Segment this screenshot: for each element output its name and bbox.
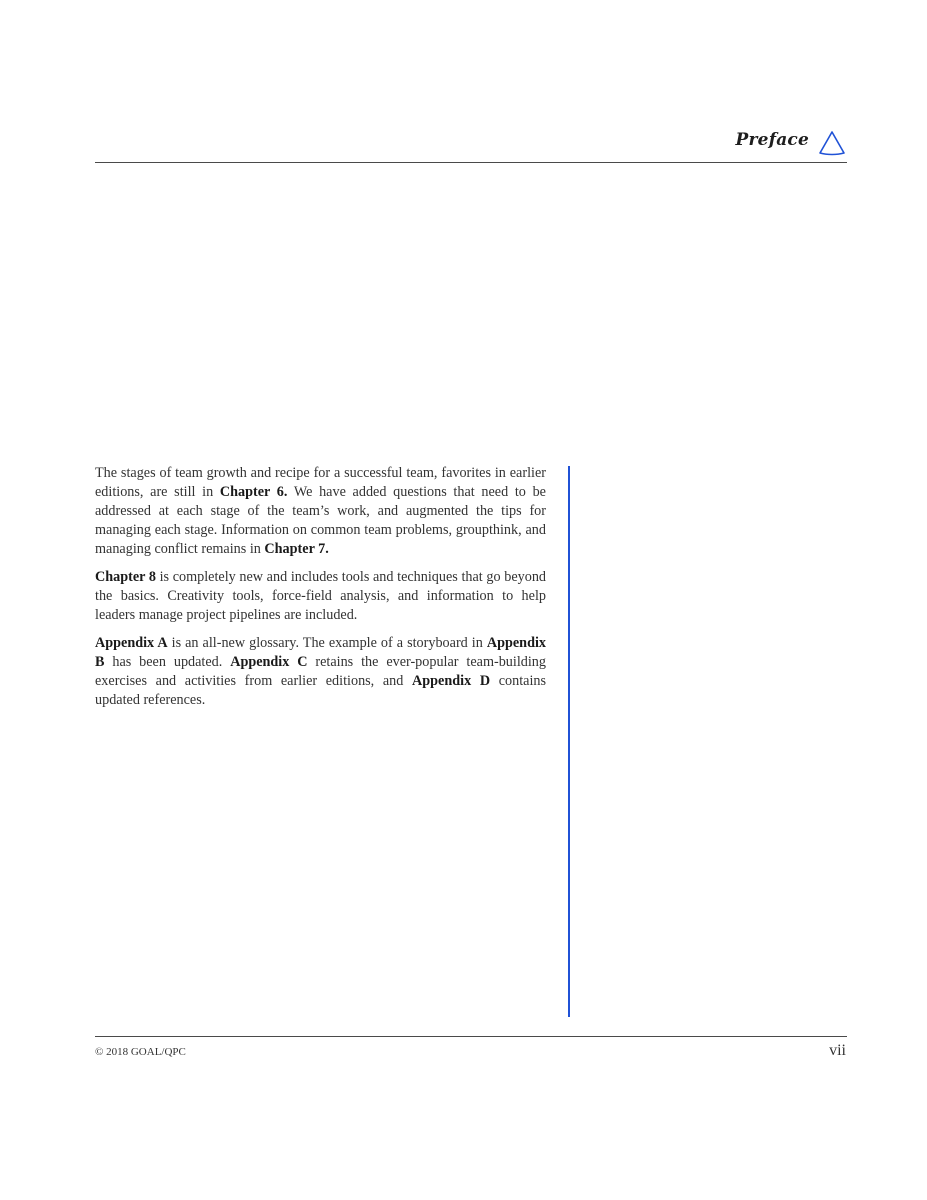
text-run: is an all-new glossary. The example of a storyboard in (167, 635, 487, 651)
triangle-icon (817, 129, 847, 157)
appendix-d-ref: Appendix D (412, 673, 491, 689)
paragraph-chapter-8 (95, 568, 546, 625)
chapter-8-ref: Chapter 8 (95, 569, 156, 585)
text-run: The stages of team growth and recipe for a successful team, favorites in earlier editions, are still in (95, 465, 546, 500)
page-number: vii (829, 1042, 846, 1059)
footer-divider (95, 1036, 847, 1037)
header-divider (95, 162, 847, 163)
paragraph-appendices (95, 634, 546, 710)
appendix-c-ref: Appendix C (230, 654, 308, 670)
page-title: Preface (735, 130, 809, 150)
appendix-a-ref: Appendix A (95, 635, 168, 651)
chapter-7-ref: Chapter 7. (264, 541, 329, 557)
text-run: We have added questions that need to be addressed at each stage of the team’s work, and augmented the tips for managing each stage. Information on common team problems, groupthink, and managing conflict remains in (95, 484, 546, 557)
body-text (95, 464, 546, 719)
paragraph-chapters-6-7 (95, 464, 546, 559)
text-run: is completely new and includes tools and techniques that go beyond the basics. Creativity tools, force-field analysis, and information to help leaders manage project pipelines are included. (95, 569, 547, 623)
text-run: contains updated references. (95, 673, 547, 708)
text-run: has been updated. (104, 654, 231, 670)
text-run: retains the ever-popular team-building exercises and activities from earlier editions, and (95, 654, 546, 689)
margin-change-bar (568, 466, 570, 1017)
copyright-notice: © 2018 GOAL/QPC (95, 1046, 186, 1058)
appendix-b-ref: Appendix B (95, 635, 546, 670)
page-header (95, 128, 847, 160)
chapter-6-ref: Chapter 6. (219, 484, 288, 500)
